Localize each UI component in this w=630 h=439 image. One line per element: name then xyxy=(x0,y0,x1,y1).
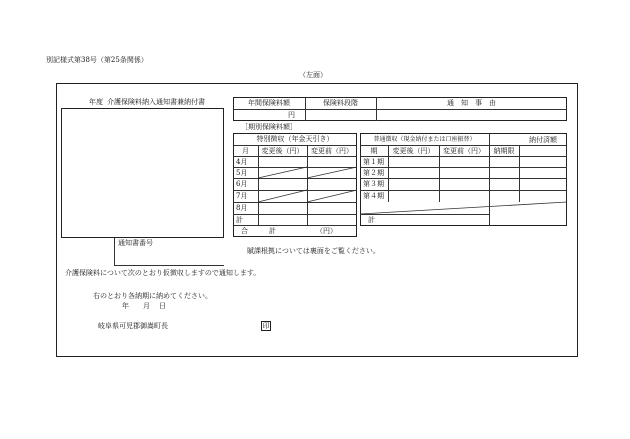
premium-stage-label: 保険料段階 xyxy=(323,99,358,107)
month-row-label: 5月 xyxy=(236,169,248,177)
special-after-col: 変更後（円） xyxy=(261,147,304,155)
pay-instruction: 右のとおり各納期に納めてください。 xyxy=(93,292,212,300)
date-month: 月 xyxy=(143,302,150,310)
date-day: 日 xyxy=(159,302,166,310)
paid-amount-col: 納付済額 xyxy=(529,136,557,144)
period-section-label: ［期別保険料額］ xyxy=(241,123,297,131)
seal-mark: 印 xyxy=(262,322,270,330)
annual-premium-label: 年間保険料額 xyxy=(248,99,290,107)
form-number: 別記様式第38号（第25条関係） xyxy=(46,56,148,64)
date-year: 年 xyxy=(122,302,129,310)
month-row-label: 6月 xyxy=(236,180,248,188)
side-label: （左面） xyxy=(299,71,327,79)
special-before-col: 変更前（円） xyxy=(311,147,353,155)
special-collection-header: 特別徴収（年金天引き） xyxy=(256,135,334,143)
due-date-col: 納期限 xyxy=(493,147,515,155)
strike-line xyxy=(307,167,357,178)
notice-reason-label: 通 知 事 由 xyxy=(447,99,496,107)
form-title: 介護保険料納入通知書兼納付書 xyxy=(107,98,205,106)
fiscal-year-label: 年度 xyxy=(89,98,103,106)
strike-line xyxy=(258,167,307,178)
period-row-label: 第２期 xyxy=(363,169,384,177)
month-row-label: 4月 xyxy=(236,158,248,166)
strike-line xyxy=(360,202,567,214)
issuer-name: 岐阜県可児郡御嵩町長 xyxy=(98,322,168,330)
strike-line xyxy=(258,190,307,202)
grand-total-unit: （円） xyxy=(316,227,337,235)
month-row-label: 7月 xyxy=(236,192,248,200)
notice-number-label: 通知書番号 xyxy=(118,239,153,247)
period-row-label: 第１期 xyxy=(363,158,384,166)
ordinary-total-label: 計 xyxy=(368,216,375,224)
period-row-label: 第４期 xyxy=(363,192,384,200)
special-month-col: 月 xyxy=(242,147,249,155)
ordinary-before-col: 変更前（円） xyxy=(443,147,485,155)
grand-total-label: 合 計 xyxy=(241,227,276,235)
ordinary-collection-header: 普通徴収（現金納付または口座振替） xyxy=(373,136,476,143)
month-row-label: 8月 xyxy=(236,204,248,212)
notice-message: 介護保険料について次のとおり仮徴収しますので通知します。 xyxy=(65,269,261,277)
strike-line xyxy=(307,190,357,202)
basis-note: 賦課根拠については裏面をご覧ください。 xyxy=(247,247,380,255)
ordinary-period-col: 期 xyxy=(370,147,378,155)
ordinary-after-col: 変更後（円） xyxy=(392,147,435,155)
period-row-label: 第３期 xyxy=(363,180,384,188)
annual-premium-yen: 円 xyxy=(288,111,295,119)
special-total-label: 計 xyxy=(236,216,243,224)
